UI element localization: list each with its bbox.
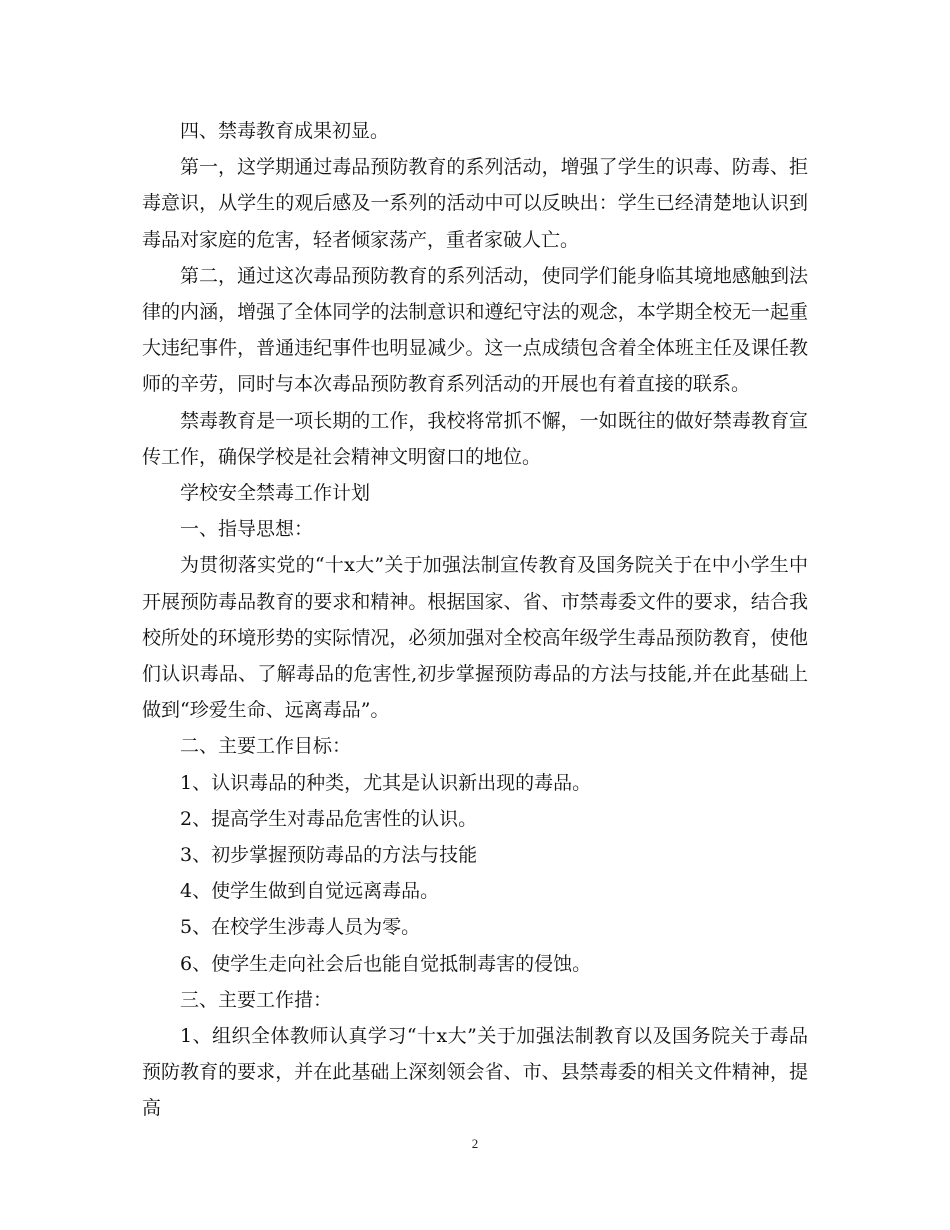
list-item: 1、组织全体教师认真学习“十x大”关于加强法制教育以及国务院关于毒品预防教育的要求，并在此基础上深刻领会省、市、县禁毒委的相关文件精神，提高: [142, 1025, 808, 1120]
list-item: 1、认识毒品的种类，尤其是认识新出现的毒品。: [180, 771, 592, 794]
paragraph: 第二，通过这次毒品预防教育的系列活动，使同学们能身临其境地感触到法律的内涵，增强了全体同学的法制意识和遵纪守法的观念，本学期全校无一起重大违纪事件，普通违纪事件也明显减少。这一点成绩包含着全体班主任及课任教师的辛劳，同时与本次毒品预防教育系列活动的开展也有着直接的联系。: [142, 264, 808, 396]
section-heading: 一、指导思想：: [180, 518, 314, 541]
list-item: 3、初步掌握预防毒品的方法与技能: [180, 844, 478, 867]
paragraph: 四、禁毒教育成果初显。: [180, 120, 390, 142]
section-title: 学校安全禁毒工作计划: [180, 482, 371, 505]
paragraph: 为贯彻落实党的“十x大”关于加强法制宣传教育及国务院关于在中小学生中开展预防毒品教育的要求和精神。根据国家、省、市禁毒委文件的要求，结合我校所处的环境形势的实际情况，必须加强对全校高年级学生毒品预防教育，使他们认识毒品、了解毒品的危害性,初步掌握预防毒品的方法与技能,并在此基础上做到“珍爱生命、远离毒品”。: [142, 554, 808, 722]
paragraph: 第一，这学期通过毒品预防教育的系列活动，增强了学生的识毒、防毒、拒毒意识，从学生的观后感及一系列的活动中可以反映出：学生已经清楚地认识到毒品对家庭的危害，轻者倾家荡产，重者家破人亡。: [142, 156, 808, 251]
paragraph: 禁毒教育是一项长期的工作，我校将常抓不懈，一如既往的做好禁毒教育宣传工作，确保学校是社会精神文明窗口的地位。: [142, 409, 808, 468]
list-item: 6、使学生走向社会后也能自觉抵制毒害的侵蚀。: [180, 952, 592, 975]
list-item: 4、使学生做到自觉远离毒品。: [180, 880, 440, 903]
list-item: 2、提高学生对毒品危害性的认识。: [180, 807, 478, 830]
list-item: 5、在校学生涉毒人员为零。: [180, 916, 421, 939]
page-number: 2: [471, 1136, 479, 1151]
document-body: [142, 113, 808, 1127]
section-heading: 三、主要工作措：: [180, 988, 333, 1011]
section-heading: 二、主要工作目标：: [180, 735, 352, 758]
